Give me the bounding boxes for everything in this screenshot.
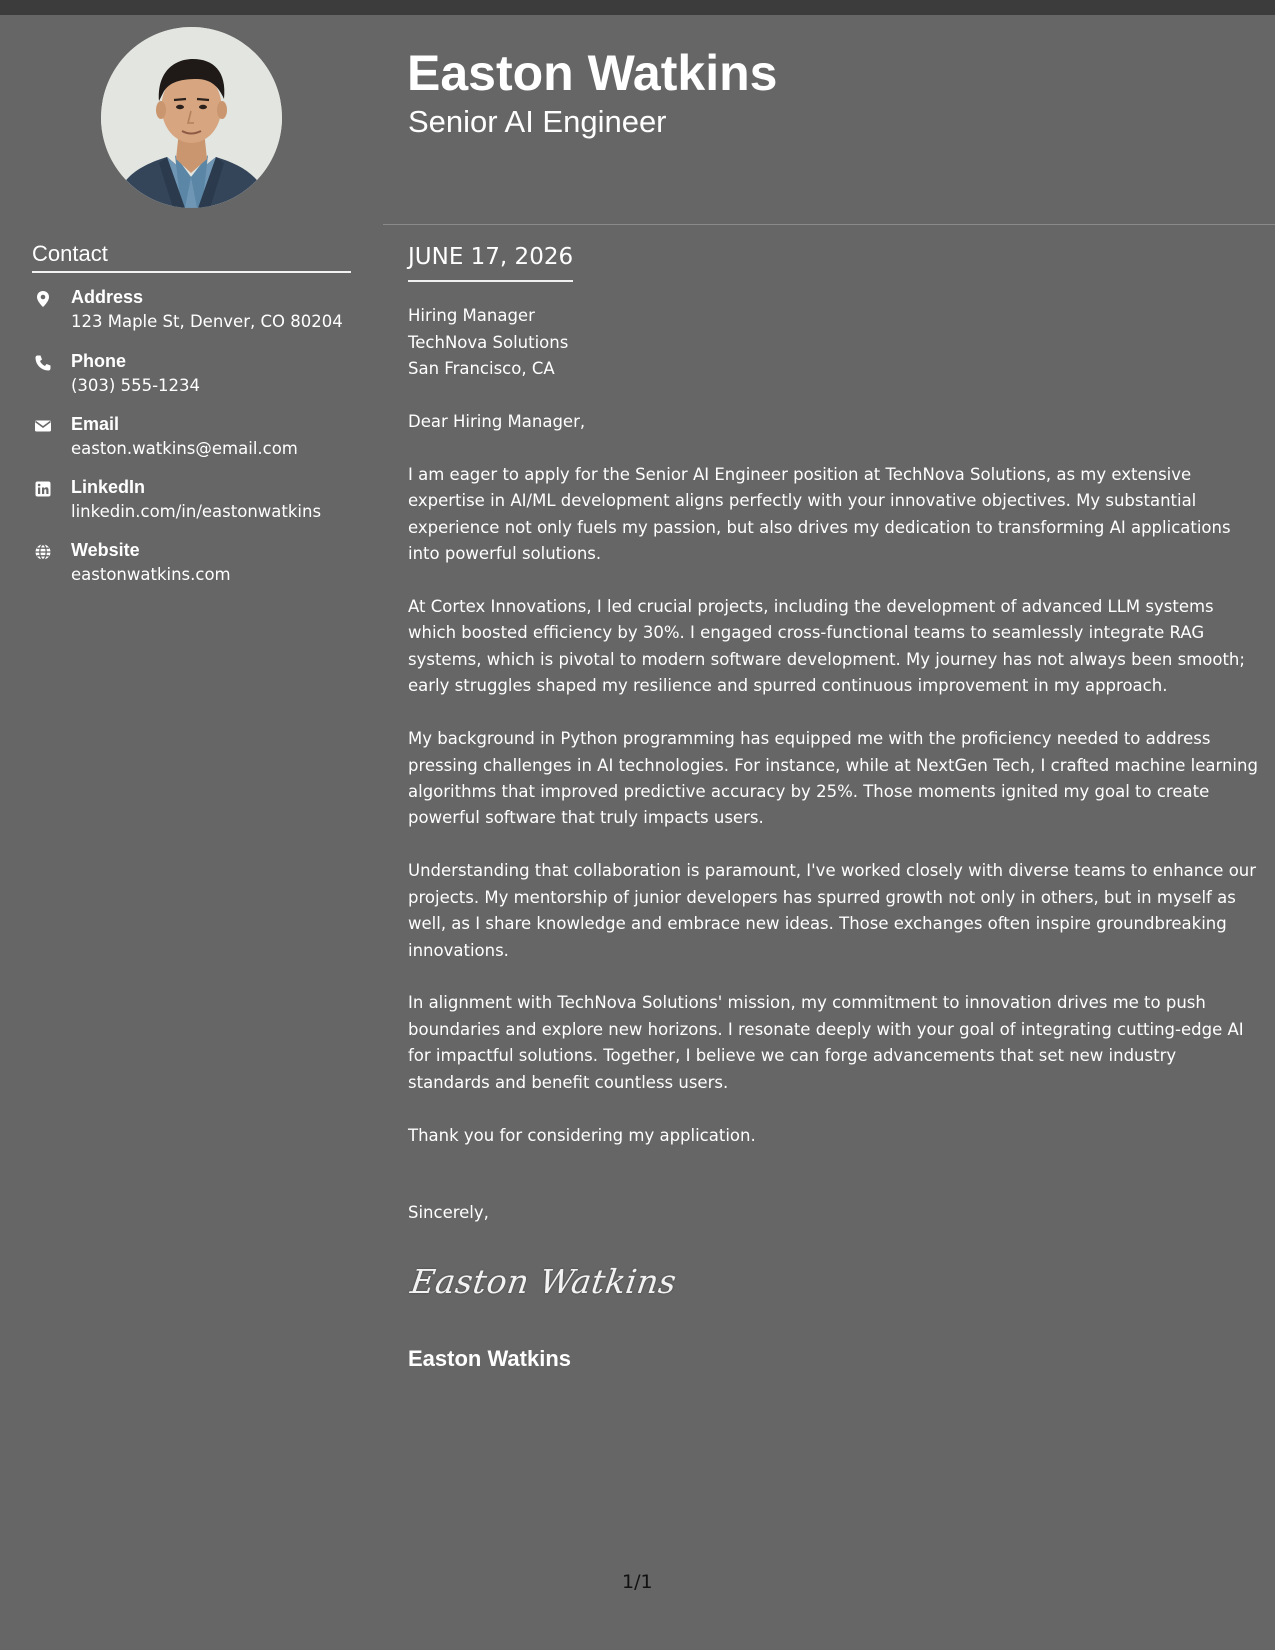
phone-value[interactable]: (303) 555-1234: [71, 376, 201, 395]
contact-label: Phone: [71, 351, 127, 371]
signed-name: Easton Watkins: [408, 1346, 571, 1371]
profile-photo: [101, 27, 282, 208]
linkedin-value[interactable]: linkedin.com/in/eastonwatkins: [71, 502, 322, 521]
recipient-name: Hiring Manager: [408, 306, 535, 325]
recipient-location: San Francisco, CA: [408, 359, 555, 378]
recipient-company: TechNova Solutions: [408, 332, 569, 352]
handwritten-signature: Easton Watkins: [408, 1262, 680, 1301]
contact-label: LinkedIn: [71, 477, 146, 497]
phone-icon: [34, 354, 52, 372]
letter-paragraph: Thank you for considering my application.: [408, 1125, 756, 1145]
address-value: 123 Maple St, Denver, CO 80204: [71, 312, 343, 331]
page-number: 1/1: [622, 1571, 653, 1593]
letter-paragraph: In alignment with TechNova Solutions' mission, my commitment to innovation drives me to push boundaries and explore new horizons. I resonate deeply with your goal of integrating cutting-edge AI for impactful solutions. Together, I believe we can forge advancements that set new industry standards and benefit countless users.: [408, 993, 1244, 1092]
map-pin-icon: [34, 290, 52, 308]
letter-date: JUNE 17, 2026: [408, 244, 574, 270]
recipient-block: [408, 303, 568, 383]
top-bar: [0, 0, 1275, 15]
applicant-name: Easton Watkins: [407, 45, 778, 101]
email-value[interactable]: easton.watkins@email.com: [71, 439, 298, 458]
website-value[interactable]: eastonwatkins.com: [71, 565, 231, 584]
letter-paragraph: My background in Python programming has equipped me with the proficiency needed to address pressing challenges in AI technologies. For instance, while at NextGen Tech, I crafted machine learning algorithms that improved predictive accuracy by 25%. Those moments ignited my goal to create powerful software that truly impacts users.: [408, 729, 1258, 828]
globe-icon: [34, 543, 52, 561]
closing: Sincerely,: [408, 1203, 489, 1222]
letter-paragraph: Understanding that collaboration is paramount, I've worked closely with diverse teams to enhance our projects. My mentorship of junior developers has spurred growth not only in others, but in myself as well, as I share knowledge and embrace new ideas. Those exchanges often inspire groundbreaking innovations.: [408, 861, 1257, 960]
contact-label: Email: [71, 414, 120, 434]
envelope-icon: [34, 417, 52, 435]
date-underline: [408, 280, 573, 282]
contact-divider: [32, 271, 351, 273]
applicant-job-title: Senior AI Engineer: [408, 104, 667, 139]
linkedin-icon: [34, 480, 52, 498]
salutation: Dear Hiring Manager,: [408, 412, 586, 431]
letter-body: [408, 409, 1258, 1175]
letter-paragraph: At Cortex Innovations, I led crucial projects, including the development of advanced LLM systems which boosted efficiency by 30%. I engaged cross-functional teams to seamlessly integrate RAG systems, which is pivotal to modern software development. My journey has not always been smooth; early struggles shaped my resilience and spurred continuous improvement in my approach.: [408, 597, 1245, 696]
letter-paragraph: I am eager to apply for the Senior AI Engineer position at TechNova Solutions, as my extensive expertise in AI/ML development aligns perfectly with your innovative objectives. My substantial experience not only fuels my passion, but also drives my dedication to transforming AI applications into powerful solutions.: [408, 464, 1231, 564]
contact-heading: Contact: [32, 241, 108, 266]
header-divider: [383, 224, 1275, 225]
avatar-illustration: [101, 27, 282, 208]
contact-label: Website: [71, 540, 140, 560]
contact-label: Address: [71, 287, 144, 307]
